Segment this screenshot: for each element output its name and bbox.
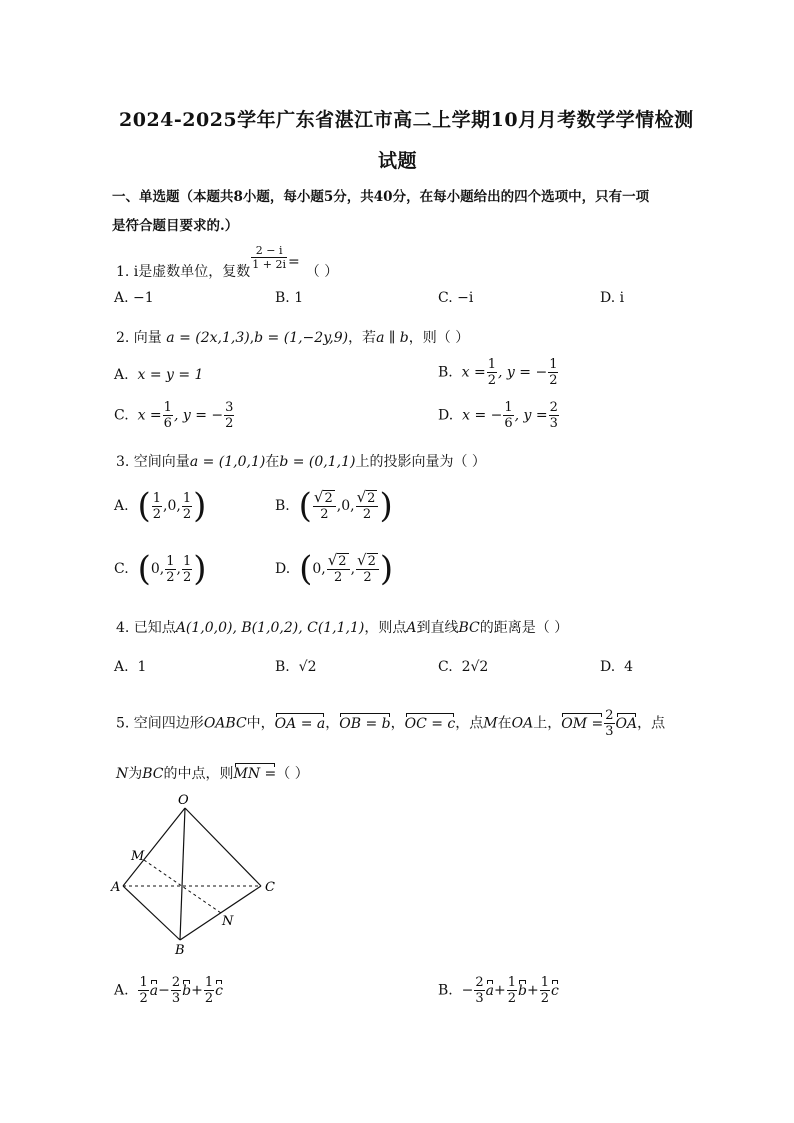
q5-seg-oa: OA [511,715,534,732]
page-title: 2024-2025学年广东省湛江市高二上学期10月月考数学学情检测 [119,109,694,131]
frac-num: 1 [507,975,517,990]
q2-option-b[interactable] [438,357,559,388]
option-text: x = [137,407,162,424]
question-5-line2 [116,763,309,783]
q1-option-c[interactable] [438,290,473,306]
q2-parallel: a ∥ b [376,330,409,346]
q4-text: 到直线 [416,620,459,636]
q5-text: 在 [497,715,512,732]
page-title-line2: 试题 [378,150,418,172]
sep: , [350,561,356,577]
paren-left: ( [299,549,313,589]
option-label: B. [275,659,290,675]
q4-option-a[interactable] [114,659,146,675]
frac-num: 1 [152,490,162,506]
sqrt-radicand: 2 [338,554,347,569]
q5-text: ，点 [455,715,484,732]
q2-text-end: ，则（ ） [408,330,470,346]
q2-comma: , [249,330,255,346]
q5-vec-mn: MN = [233,766,277,782]
fraction [487,357,497,388]
q3-option-d[interactable] [275,549,394,589]
q5-text: 中， [246,715,275,732]
q5-vec-oc: OC = c [404,715,456,732]
option-text: x = [461,364,486,381]
q2-option-c[interactable] [114,400,235,431]
sep: , [176,498,181,514]
option-label: D. [275,561,291,577]
frac-den: 3 [171,991,181,1006]
q2-vector-b: b = (1,−2y,9) [254,330,349,346]
q4-points: A(1,0,0), B(1,0,2), C(1,1,1) [175,620,365,636]
q3-stem: 3. 空间向量 [116,454,190,470]
q1-equals: = [288,254,300,270]
option-label: D. [600,290,616,306]
option-label: D. [600,659,616,675]
edge-ab [123,886,180,940]
q5-option-a[interactable] [114,975,223,1006]
edge-oa [123,808,185,886]
q5-vec-om: OM = [561,715,604,732]
fraction [327,553,350,585]
option-label: C. [114,407,129,424]
frac-num: √2 [356,553,379,570]
question-2 [116,327,469,347]
label-a: A [111,880,121,895]
vec-a: a [485,982,495,999]
q4-text: ，则点 [364,620,407,636]
frac-den: 2 [363,570,372,585]
q5-point-m: M [483,715,498,732]
option-text: 4 [624,659,634,675]
option-label: B. [275,290,290,306]
q3-option-c[interactable] [114,549,207,589]
edge-bc [180,886,261,940]
paren-right: ) [379,486,393,526]
label-n: N [222,914,234,929]
frac-num: 1 [166,553,175,569]
frac-den: 2 [166,569,175,585]
fraction [163,400,173,431]
vec-b: b [518,982,528,999]
option-text: 1 [294,290,304,306]
vec-a: a [149,982,159,999]
fraction [171,975,181,1006]
question-3 [116,451,486,471]
vec-c: c [215,982,223,999]
vec-c: c [551,982,559,999]
option-label: B. [438,982,453,999]
q5-text: 上， [533,715,562,732]
q1-option-a[interactable] [114,290,154,306]
q5-point-n: N [116,766,129,782]
frac-den: 2 [204,991,214,1006]
option-text: √2 [298,659,317,675]
q2-stem: 2. 向量 [116,330,162,346]
plus: + [494,982,506,999]
q5-blank: （ ） [276,766,309,782]
q5-vec-ob: OB = b [339,715,391,732]
zero: 0 [341,498,351,514]
option-text: x = y = 1 [137,367,204,383]
frac-num: 2 [605,708,614,723]
fraction [165,554,175,585]
fraction [503,400,513,431]
option-text: 1 [137,659,147,675]
section-heading: 一、单选题（本题共8小题，每小题5分，共40分，在每小题给出的四个选项中，只有一项 [112,189,650,205]
fraction [138,975,148,1006]
q5-text: 的中点，则 [163,766,234,782]
option-text: , y = − [173,407,224,424]
option-label: C. [438,659,453,675]
vec-b: b [182,982,192,999]
q3-text-end: 上的投影向量为（ ） [355,454,486,470]
q5-seg-bc: BC [142,766,164,782]
option-label: D. [438,407,454,424]
frac-num: 1 [163,400,172,415]
frac-num: 2 [475,975,484,990]
label-b: B [175,943,185,958]
frac-den: 2 [507,991,517,1006]
fraction [182,491,192,522]
q3-option-a[interactable] [114,486,207,526]
question-4 [116,617,568,637]
plus: + [191,982,203,999]
q5-quad: OABC [203,715,247,732]
sep: , [321,561,326,577]
q2-option-a[interactable] [114,367,203,383]
option-text: 2√2 [461,659,489,675]
frac-den: 2 [549,373,558,388]
frac-num: √2 [327,553,350,570]
sqrt-radicand: 2 [324,491,333,506]
question-5: 5. 空间四边形OABC中，OA = a，OB = b，OC = c，点M在OA上，OM = $\frac{2}{3}$ OA，点 [116,708,666,739]
frac-den: 2 [152,506,162,522]
sep: , [336,498,342,514]
edge-ob [180,808,185,940]
label-c: C [265,880,275,895]
q1-fraction [251,244,287,271]
sep: , [176,561,181,577]
frac-num: 1 [504,400,513,415]
frac-num: 1 [182,490,192,506]
q4-option-b[interactable] [275,659,316,675]
zero: 0 [150,561,160,577]
label-m: M [131,849,145,864]
frac-den: 2 [487,373,497,388]
q5-stem: 5. 空间四边形 [116,715,204,732]
q2-text: ，若 [348,330,377,346]
q4-stem: 4. 已知点 [116,620,176,636]
fraction [507,975,517,1006]
frac-den: 2 [362,507,372,522]
option-text: −1 [133,290,154,306]
question-1 [116,244,338,281]
frac-den: 2 [182,569,192,585]
option-text: −i [457,290,474,306]
option-label: C. [114,561,129,577]
q1-frac-num: 2 − i [251,244,287,258]
q4-option-c[interactable] [438,659,488,675]
fraction [204,975,214,1006]
frac-den: 2 [225,416,234,431]
frac-num: 2 [171,975,181,990]
fraction [182,554,192,585]
frac-num: 1 [549,357,558,372]
paren-left: ( [137,486,151,526]
q1-blank: （ ） [305,264,339,280]
frac-num: √2 [356,490,379,507]
option-text: , y = [514,407,548,424]
paren-left: ( [137,549,151,589]
sep: , [350,498,355,514]
frac-den: 6 [163,416,172,431]
sep: , [163,498,168,514]
frac-num: 1 [139,975,148,990]
paren-left: ( [298,486,312,526]
frac-num: 2 [549,400,558,415]
q2-option-d[interactable] [438,400,560,431]
label-o: O [178,793,189,808]
option-text: , y = − [498,364,548,381]
option-text: i [619,290,625,306]
frac-num: √2 [313,490,336,507]
sqrt-radicand: 2 [367,491,376,506]
q3-vector-b: b = (0,1,1) [279,454,356,470]
q4-point-a: A [406,620,417,636]
frac-den: 2 [320,507,329,522]
option-label: C. [438,290,453,306]
plus: + [527,982,539,999]
zero: 0 [312,561,322,577]
q1-frac-den: 1 + 2i [252,258,287,271]
q4-text-end: 的距离是（ ） [479,620,569,636]
option-label: A. [114,498,129,514]
q5-text-end: ，点 [637,715,666,732]
q1-option-d[interactable] [600,290,624,306]
fraction [152,491,162,522]
frac-num: 3 [225,400,234,415]
frac-den: 2 [334,570,343,585]
fraction [356,553,379,585]
option-text: x = − [462,407,503,424]
q1-option-b[interactable] [275,290,303,306]
frac-den: 3 [605,724,614,739]
frac-den: 2 [540,991,550,1006]
q5-vec-oa2: OA [615,715,638,732]
zero: 0 [167,498,177,514]
q4-line-bc: BC [458,620,480,636]
option-label: A. [114,290,129,306]
frac-den: 6 [504,416,513,431]
frac-den: 3 [475,991,484,1006]
q3-vector-a: a = (1,0,1) [189,454,266,470]
fraction [548,357,558,388]
option-label: B. [275,498,290,514]
fraction [224,400,234,431]
frac-num: 1 [540,975,550,990]
option-label: A. [114,367,129,383]
sep: , [159,561,165,577]
frac-den: 2 [139,991,148,1006]
tetrahedron-figure [108,790,298,960]
q2-vector-a: a = (2x,1,3) [166,330,250,346]
fraction [313,490,336,522]
frac-num: 1 [182,553,192,569]
option-label: A. [114,982,129,999]
option-label: B. [438,364,453,381]
paren-right: ) [379,549,394,589]
sqrt-radicand: 2 [367,554,376,569]
fraction [540,975,550,1006]
q5-text: 为 [128,766,143,782]
section-heading-line2: 是符合题目要求的.） [112,218,239,234]
paren-right: ) [193,486,207,526]
frac-den: 2 [182,506,192,522]
fraction [474,975,484,1006]
fraction [549,400,559,431]
q1-stem: 1. i是虚数单位，复数 [116,264,251,280]
q5-vec-oa: OA = a [274,715,326,732]
frac-den: 3 [549,416,558,431]
q5-option-b[interactable] [438,975,559,1006]
paren-right: ) [193,549,207,589]
fraction [604,708,614,739]
fraction [356,490,379,522]
q3-text: 在 [265,454,280,470]
minus: − [461,982,474,999]
q3-option-b[interactable] [275,486,393,526]
minus: − [158,982,170,999]
frac-num: 1 [487,357,497,372]
option-label: A. [114,659,129,675]
frac-num: 1 [204,975,214,990]
q4-option-d[interactable] [600,659,633,675]
edge-oc [185,808,261,886]
